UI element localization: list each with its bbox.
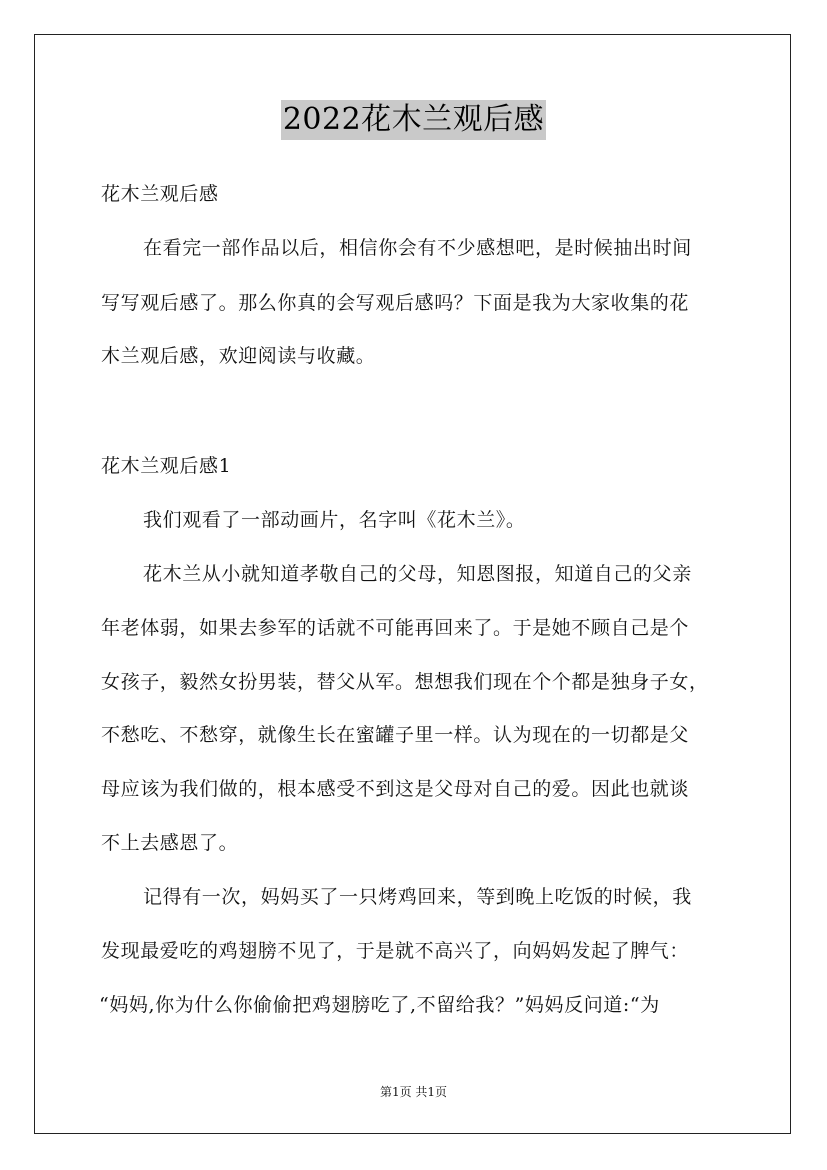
document-subtitle: 花木兰观后感 [101,183,219,205]
document-title: 2022花木兰观后感 [281,100,546,140]
paragraph-3-line-3: “妈妈,你为什么你偷偷把鸡翅膀吃了,不留给我？”妈妈反问道:“为 [99,994,660,1016]
intro-line-2: 写写观后感了。那么你真的会写观后感吗？下面是我为大家收集的花 [101,292,690,314]
paragraph-2-line-4: 不愁吃、不愁穿，就像生长在蜜罐子里一样。认为现在的一切都是父 [101,724,690,746]
intro-line-1: 在看完一部作品以后，相信你会有不少感想吧，是时候抽出时间 [143,237,692,259]
paragraph-2-line-5: 母应该为我们做的，根本感受不到这是父母对自己的爱。因此也就谈 [101,778,690,800]
title-container [0,100,827,140]
intro-line-3: 木兰观后感，欢迎阅读与收藏。 [101,345,376,367]
paragraph-2-line-3: 女孩子，毅然女扮男装，替父从军。想想我们现在个个都是独身子女， [101,671,709,693]
paragraph-3-line-1: 记得有一次，妈妈买了一只烤鸡回来，等到晚上吃饭的时候，我 [143,886,692,908]
paragraph-2-line-2: 年老体弱，如果去参军的话就不可能再回来了。于是她不顾自己是个 [101,617,690,639]
paragraph-2-line-1: 花木兰从小就知道孝敬自己的父母，知恩图报，知道自己的父亲 [143,563,692,585]
page-footer: 第1页 共1页 [379,1085,448,1099]
paragraph-3-line-2: 发现最爱吃的鸡翅膀不见了，于是就不高兴了，向妈妈发起了脾气： [101,940,690,962]
paragraph-2-line-6: 不上去感恩了。 [101,832,239,854]
section-heading: 花木兰观后感1 [101,455,232,477]
paragraph-1: 我们观看了一部动画片，名字叫《花木兰》。 [143,509,526,531]
